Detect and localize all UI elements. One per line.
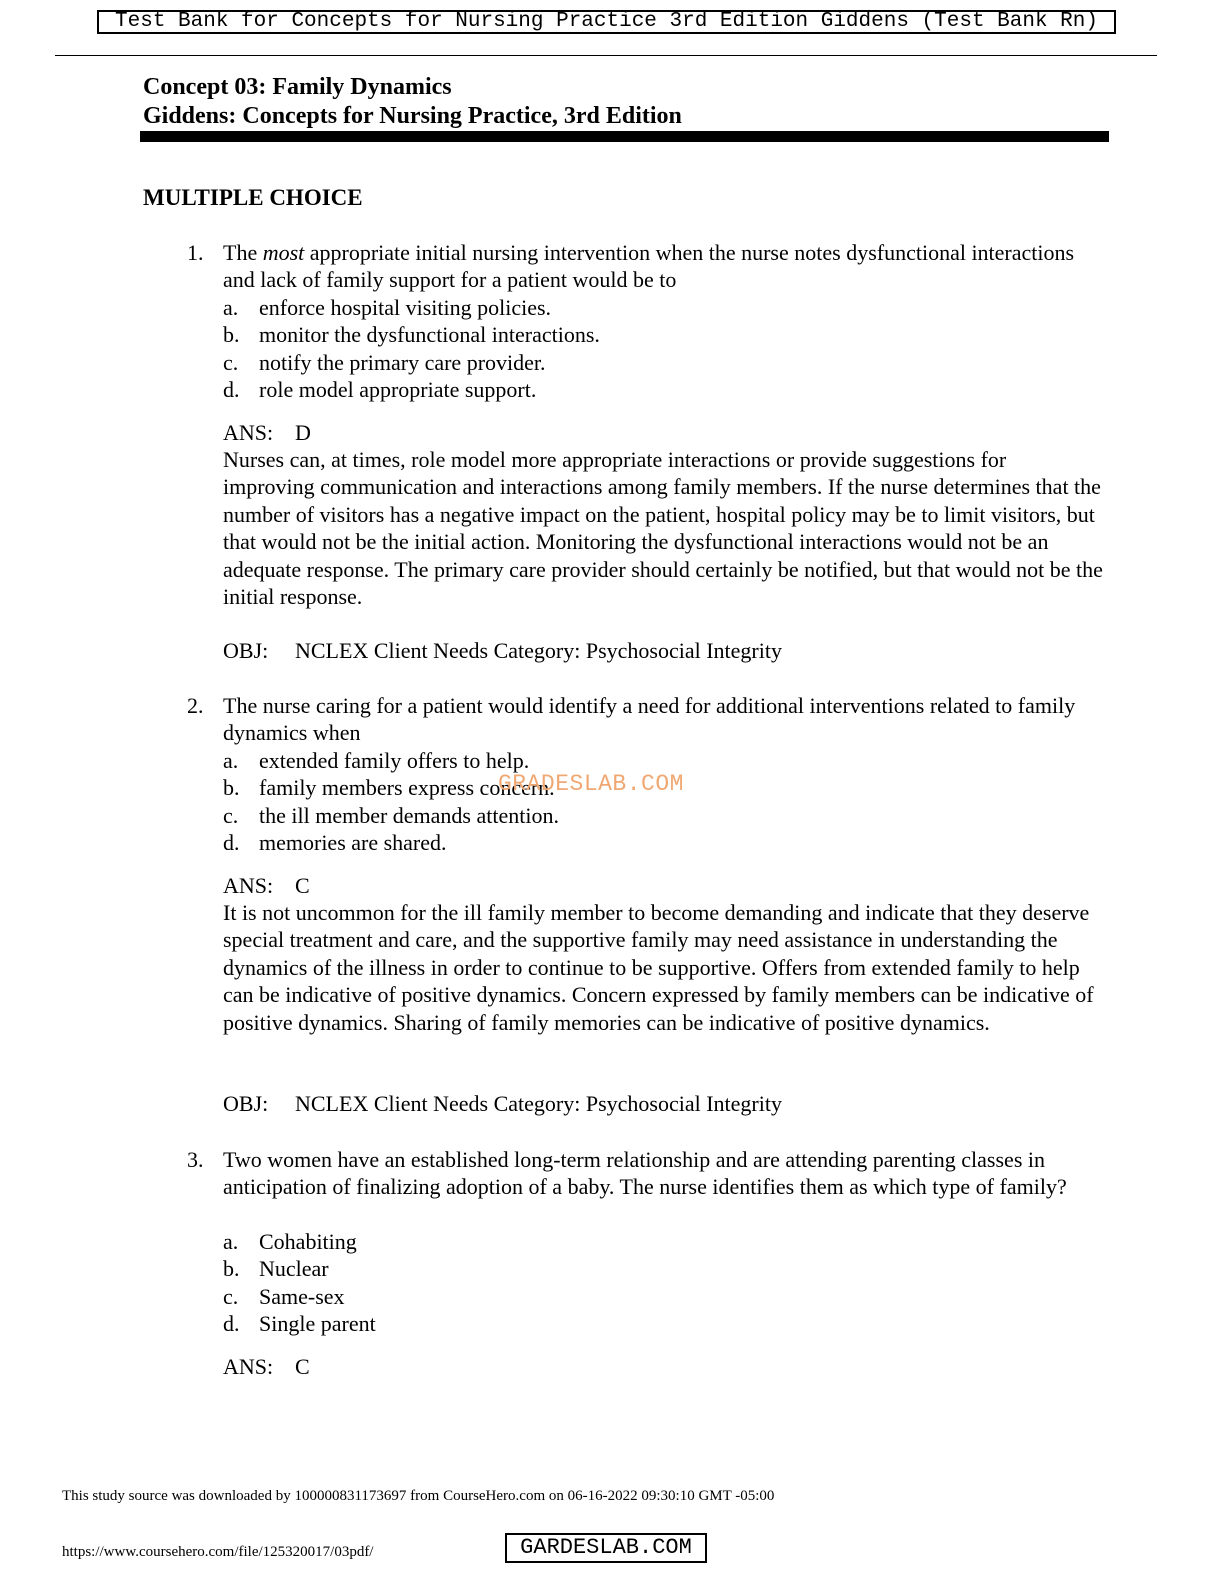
answer-label: ANS:: [223, 420, 274, 445]
option-d: [223, 376, 1103, 403]
option-text: enforce hospital visiting policies.: [259, 295, 552, 320]
option-text: Single parent: [259, 1311, 376, 1337]
objective: [223, 637, 782, 664]
question-stem: [223, 239, 1103, 294]
objective-value: NCLEX Client Needs Category: Psychosocial Integrity: [295, 1091, 782, 1116]
rationale: It is not uncommon for the ill family member to become demanding and indicate that they deserve special treatment and care, and the supportive family may need assistance in understanding the dynamics of the illness in order to continue to be supportive. Offers from extended family to help can be indicative of positive dynamics. Concern expressed by family members can be indicative of positive dynamics. Sharing of family memories can be indicative of positive dynamics.: [223, 900, 1094, 1035]
document-banner: Test Bank for Concepts for Nursing Practice 3rd Edition Giddens (Test Bank Rn): [97, 10, 1116, 34]
option-text: Same-sex: [259, 1283, 345, 1309]
answer-value: C: [295, 873, 310, 898]
answer-label: ANS:: [223, 1354, 274, 1379]
question-stem: Two women have an established long-term relationship and are attending parenting classes in anticipation of finalizing adoption of a baby. The nurse identifies them as which type of family?: [223, 1147, 1067, 1200]
footer-source-note: This study source was downloaded by 100000831173697 from CourseHero.com on 06-16-2022 09:30:10 GMT -05:00: [62, 1488, 775, 1504]
option-letter: d.: [223, 377, 240, 403]
option-letter: c.: [223, 1283, 239, 1309]
option-letter: d.: [223, 1311, 240, 1337]
option-text: Nuclear: [259, 1256, 329, 1282]
answer: [223, 1353, 310, 1380]
option-a: [223, 294, 1103, 321]
option-letter: a.: [223, 748, 239, 773]
answer-value: C: [295, 1354, 310, 1379]
answer-label: ANS:: [223, 873, 274, 898]
answer-value: D: [295, 420, 311, 445]
question-number: 1.: [187, 240, 204, 265]
option-text: the ill member demands attention.: [259, 802, 559, 828]
stem-text: appropriate initial nursing intervention when the nurse notes dysfunctional interactions and lack of family support for a patient would be to: [223, 240, 1075, 293]
header-divider: [55, 55, 1157, 56]
option-text: monitor the dysfunctional interactions.: [259, 322, 600, 348]
option-text: Cohabiting: [259, 1229, 357, 1254]
option-letter: a.: [223, 1229, 239, 1254]
footer-badge: GARDESLAB.COM: [505, 1533, 707, 1563]
option-text: memories are shared.: [259, 830, 447, 856]
stem-emphasis: most: [262, 240, 305, 265]
option-c: [223, 802, 1103, 829]
option-letter: b.: [223, 775, 240, 801]
option-a: [223, 1228, 1103, 1255]
option-c: [223, 349, 1103, 376]
concept-title: Concept 03: Family Dynamics: [143, 74, 452, 100]
stem-text: The: [223, 240, 263, 265]
option-text: role model appropriate support.: [259, 377, 537, 403]
title-rule: [140, 131, 1109, 142]
option-list: [223, 1228, 1103, 1338]
answer: [223, 872, 310, 899]
option-b: [223, 1255, 1103, 1282]
option-letter: c.: [223, 802, 239, 828]
option-c: [223, 1283, 1103, 1310]
rationale: Nurses can, at times, role model more appropriate interactions or provide suggestions for improving communication and interactions among family members. If the nurse determines that the number of visitors has a negative impact on the patient, hospital policy may be to limit visitors, but that would not be the initial action. Monitoring the dysfunctional interactions would not be an adequate response. The primary care provider should certainly be notified, but that would not be the initial response.: [223, 447, 1103, 610]
option-letter: b.: [223, 322, 240, 348]
objective: [223, 1090, 782, 1117]
objective-label: OBJ:: [223, 1091, 269, 1116]
option-text: extended family offers to help.: [259, 748, 530, 773]
question-stem: The nurse caring for a patient would identify a need for additional interventions related to family dynamics when: [223, 693, 1076, 746]
option-letter: a.: [223, 295, 239, 320]
question-number: 3.: [187, 1147, 204, 1172]
footer-url[interactable]: https://www.coursehero.com/file/125320017/03pdf/: [62, 1544, 374, 1560]
option-letter: b.: [223, 1256, 240, 1282]
option-text: notify the primary care provider.: [259, 349, 546, 375]
option-list: [223, 747, 1103, 857]
question-number: 2.: [187, 693, 204, 718]
objective-value: NCLEX Client Needs Category: Psychosocial Integrity: [295, 638, 782, 663]
option-b: [223, 321, 1103, 348]
watermark: GRADESLAB.COM: [498, 771, 684, 797]
section-heading: MULTIPLE CHOICE: [143, 185, 363, 210]
option-list: [223, 294, 1103, 404]
option-d: [223, 1310, 1103, 1337]
book-title: Giddens: Concepts for Nursing Practice, 3rd Edition: [143, 103, 682, 129]
option-letter: c.: [223, 349, 239, 375]
option-d: [223, 829, 1103, 856]
answer: [223, 419, 311, 446]
option-letter: d.: [223, 830, 240, 856]
objective-label: OBJ:: [223, 638, 269, 663]
option-text: family members express concern.: [259, 775, 555, 801]
